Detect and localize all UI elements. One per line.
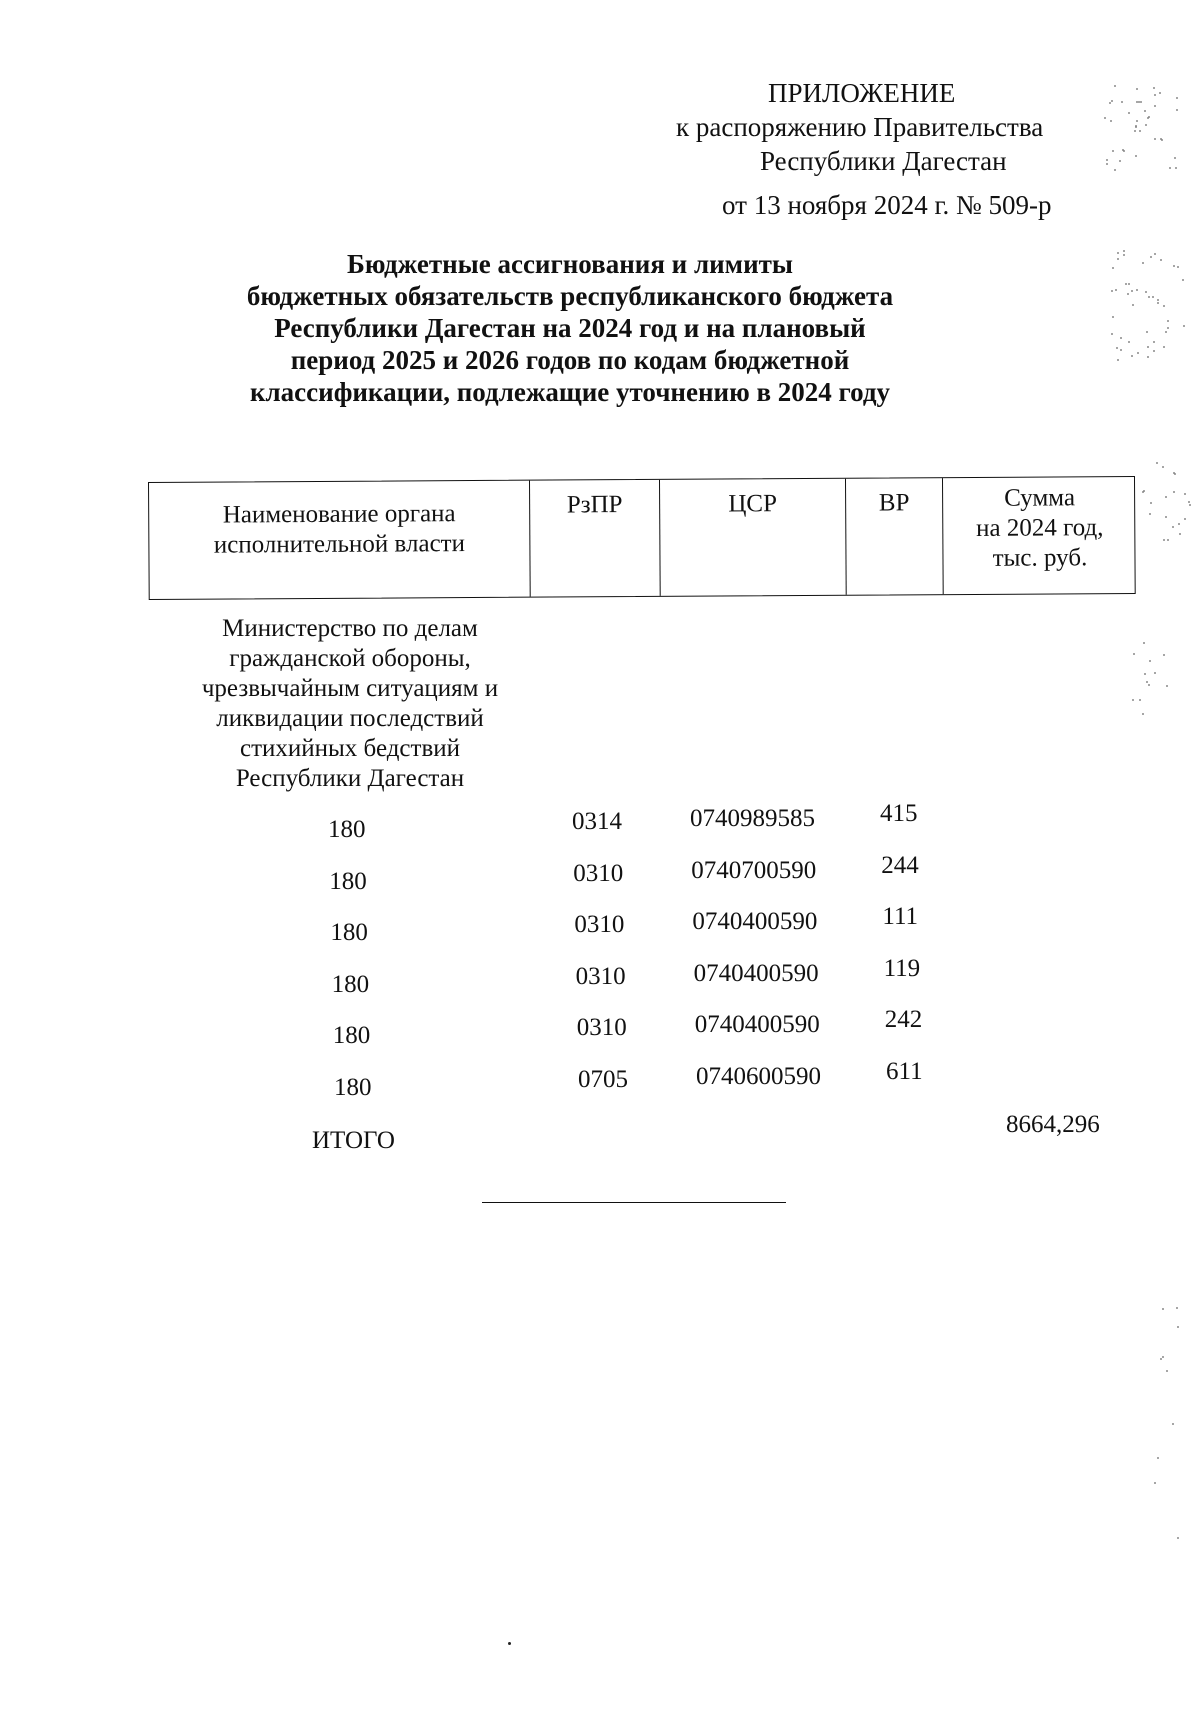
- row-csr-cell: 0740989585: [690, 805, 815, 832]
- scan-speck: [1154, 672, 1156, 674]
- scan-speck: [1165, 516, 1167, 518]
- scan-speck: [1144, 673, 1146, 675]
- scan-speck: [1115, 289, 1117, 291]
- scan-speck: [1149, 660, 1151, 662]
- scan-speck: [1178, 523, 1180, 525]
- scan-speck: [1134, 130, 1136, 132]
- scan-speck: [1160, 259, 1162, 261]
- scan-speck: [1163, 654, 1165, 656]
- scan-speck: [1128, 112, 1130, 114]
- scan-speck: [1173, 491, 1175, 493]
- header-name-line: исполнительной власти: [213, 530, 466, 559]
- scan-speck: [1150, 256, 1152, 258]
- header-rzpr-cell: [529, 480, 660, 597]
- scan-speck: [1176, 97, 1178, 99]
- scan-speck: [1148, 684, 1150, 686]
- scan-speck: [1136, 88, 1138, 90]
- scan-speck: [1184, 493, 1186, 495]
- scan-speck: [1154, 94, 1156, 96]
- scan-speck: [1149, 513, 1151, 515]
- scan-speck: [1145, 291, 1147, 293]
- scan-speck: [1162, 1308, 1164, 1310]
- scan-speck: [1154, 1482, 1156, 1484]
- scan-speck: [1156, 462, 1158, 464]
- scan-speck: [1128, 341, 1130, 343]
- scan-speck: [1152, 296, 1154, 298]
- scan-speck: [1175, 167, 1177, 169]
- organization-line: Министерство по делам: [222, 615, 478, 642]
- scan-speck: [1157, 299, 1159, 301]
- header-sum-line: Сумма: [1004, 484, 1076, 512]
- scan-speck: [1112, 267, 1114, 269]
- scan-speck: [1135, 155, 1137, 157]
- scan-speck: [1166, 685, 1168, 687]
- scan-speck: [1111, 100, 1113, 102]
- scan-speck: [1117, 258, 1119, 260]
- scan-speck: [1135, 125, 1137, 127]
- scan-speck: [1177, 1326, 1179, 1328]
- row-code-cell: 180: [332, 1022, 371, 1049]
- organization-line: Республики Дагестан: [235, 765, 465, 792]
- row-code-cell: 180: [328, 816, 366, 843]
- scan-speck: [1132, 304, 1134, 306]
- scan-speck: [1106, 159, 1108, 161]
- scan-speck: [1157, 302, 1159, 304]
- scan-speck: [1120, 337, 1122, 339]
- scan-speck: [1163, 539, 1165, 541]
- scan-speck: [1121, 101, 1123, 103]
- scan-speck: [1119, 160, 1121, 162]
- scan-speck: [1104, 117, 1106, 119]
- scan-speck: [1154, 138, 1156, 140]
- scan-speck: [1177, 266, 1179, 268]
- scan-speck: [1128, 283, 1130, 285]
- scan-speck: [1184, 518, 1186, 520]
- row-vr-cell: 415: [880, 800, 918, 827]
- row-rzpr-cell: 0705: [578, 1065, 628, 1093]
- scan-speck: [1127, 293, 1129, 295]
- scan-speck: [1159, 92, 1161, 94]
- scan-speck: [1122, 149, 1124, 151]
- scan-speck: [1150, 502, 1152, 504]
- scan-speck: [1111, 333, 1113, 335]
- header-sum-line: на 2024 год,: [976, 514, 1104, 542]
- row-csr-cell: 0740400590: [692, 908, 818, 935]
- row-rzpr-cell: 0310: [574, 911, 625, 938]
- scan-speck: [1172, 526, 1174, 528]
- scan-speck: [1123, 254, 1125, 256]
- scan-speck: [1148, 296, 1150, 298]
- header-sum-line: тыс. руб.: [992, 544, 1088, 572]
- scan-speck: [1166, 1370, 1168, 1372]
- scan-speck: [1136, 289, 1138, 291]
- row-rzpr-cell: 0314: [572, 808, 622, 835]
- scan-speck: [1112, 150, 1114, 152]
- scan-speck: [1183, 325, 1185, 327]
- organization-name: [170, 614, 530, 794]
- scan-speck: [1140, 101, 1142, 103]
- scan-speck: [1188, 501, 1190, 503]
- row-rzpr-cell: 0310: [573, 859, 624, 887]
- scan-speck: [1167, 327, 1169, 329]
- appendix-line-2: Республики Дагестан: [760, 146, 1007, 176]
- row-code-cell: 180: [334, 1073, 372, 1101]
- scan-speck: [1142, 262, 1144, 264]
- row-code-cell: 180: [329, 867, 367, 895]
- scan-speck: [1163, 305, 1165, 307]
- scan-speck: [1116, 347, 1118, 349]
- scan-speck: [1143, 642, 1145, 644]
- scan-speck: [1114, 169, 1116, 171]
- title-line: классификации, подлежащие уточнению в 2024 году: [249, 377, 891, 407]
- scan-speck: [1165, 331, 1167, 333]
- organization-line: стихийных бедствий: [239, 735, 461, 762]
- scan-speck: [1169, 167, 1171, 169]
- row-vr-cell: 242: [884, 1006, 923, 1033]
- scan-speck: [1179, 533, 1181, 535]
- scan-speck: [1120, 349, 1122, 351]
- scan-speck: [1160, 138, 1162, 140]
- scan-speck: [1144, 110, 1146, 112]
- scan-speck: [1182, 279, 1184, 281]
- scan-speck: [1176, 1307, 1178, 1309]
- title-line: Республики Дагестан на 2024 год и на плановый: [274, 313, 866, 343]
- row-code-cell: 180: [331, 970, 370, 998]
- header-name-cell: [149, 481, 530, 599]
- scan-speck: [1142, 491, 1144, 493]
- scan-speck: [1110, 120, 1112, 122]
- appendix-date: от 13 ноября 2024 г. № 509-р: [722, 190, 1052, 220]
- header-csr: ЦСР: [728, 490, 778, 518]
- scan-speck: [1137, 352, 1139, 354]
- table-header: [148, 476, 1136, 600]
- scan-speck: [1145, 124, 1147, 126]
- title-line: период 2025 и 2026 годов по кодам бюджетной: [290, 345, 850, 375]
- header-rzpr: РзПР: [566, 491, 623, 519]
- header-csr-cell: [659, 479, 846, 596]
- scan-speck: [1131, 355, 1133, 357]
- header-vr-cell: [845, 478, 943, 595]
- scan-speck: [1117, 359, 1119, 361]
- scan-speck: [1153, 341, 1155, 343]
- header-vr: ВР: [878, 489, 910, 517]
- row-vr-cell: 244: [881, 851, 919, 879]
- scan-speck: [1139, 130, 1141, 132]
- scan-speck: [1176, 109, 1178, 111]
- scan-speck: [1153, 87, 1155, 89]
- scan-speck: [1165, 496, 1167, 498]
- scan-speck: [1146, 681, 1148, 683]
- appendix-title: ПРИЛОЖЕНИЕ: [768, 78, 956, 108]
- row-rzpr-cell: 0310: [575, 962, 626, 990]
- scan-speck: [1117, 252, 1119, 254]
- scan-speck: [1154, 253, 1156, 255]
- organization-line: чрезвычайным ситуациям и: [201, 675, 499, 702]
- scan-speck: [1112, 316, 1114, 318]
- end-rule: [482, 1202, 786, 1203]
- scan-speck: [1177, 1537, 1179, 1539]
- scan-speck: [1133, 653, 1135, 655]
- scan-speck: [1131, 290, 1133, 292]
- row-vr-cell: 119: [883, 954, 921, 982]
- scan-speck: [1172, 1423, 1174, 1425]
- scan-speck: [1147, 346, 1149, 348]
- scan-speck: [1174, 473, 1176, 475]
- scan-speck: [1136, 120, 1138, 122]
- row-csr-cell: 0740400590: [693, 959, 819, 987]
- scan-speck: [1146, 331, 1148, 333]
- scan-speck: [1167, 320, 1169, 322]
- row-csr-cell: 0740400590: [694, 1011, 820, 1038]
- scan-speck: [1111, 290, 1113, 292]
- row-vr-cell: 611: [886, 1057, 923, 1085]
- scan-speck: [1125, 283, 1127, 285]
- row-code-cell: 180: [330, 919, 368, 946]
- row-csr-cell: 0740700590: [691, 856, 817, 884]
- scan-speck: [1147, 356, 1149, 358]
- scan-speck: [1139, 699, 1141, 701]
- total-label: ИТОГО: [312, 1127, 395, 1154]
- scan-speck: [1160, 1358, 1162, 1360]
- scan-speck: [1109, 102, 1111, 104]
- organization-line: гражданской обороны,: [229, 645, 471, 672]
- scan-mark: [508, 1642, 511, 1645]
- scan-speck: [1138, 101, 1140, 103]
- document-title: [180, 248, 960, 408]
- scan-speck: [1154, 105, 1156, 107]
- scan-speck: [1173, 265, 1175, 267]
- title-line: бюджетных обязательств республиканского бюджета: [246, 281, 894, 311]
- organization-line: ликвидации последствий: [216, 705, 484, 732]
- scan-speck: [1106, 163, 1108, 165]
- scan-speck: [1162, 1356, 1164, 1358]
- header-name-line: Наименование органа: [222, 500, 456, 529]
- scan-speck: [1157, 1457, 1159, 1459]
- scan-speck: [1163, 346, 1165, 348]
- scan-speck: [1123, 250, 1125, 252]
- scan-speck: [1174, 157, 1176, 159]
- title-line: Бюджетные ассигнования и лимиты: [347, 249, 793, 279]
- row-vr-cell: 111: [882, 903, 919, 930]
- row-rzpr-cell: 0310: [576, 1014, 627, 1041]
- total-value: 8664,296: [1006, 1111, 1100, 1138]
- scan-speck: [1153, 350, 1155, 352]
- row-csr-cell: 0740600590: [696, 1062, 821, 1090]
- scan-speck: [1132, 699, 1134, 701]
- appendix-line-1: к распоряжению Правительства: [676, 112, 1044, 142]
- header-sum-cell: [942, 477, 1137, 594]
- scan-speck: [1167, 539, 1169, 541]
- scan-speck: [1148, 116, 1150, 118]
- scan-speck: [1162, 466, 1164, 468]
- scan-speck: [1189, 504, 1191, 506]
- scan-speck: [1114, 85, 1116, 87]
- scan-speck: [1142, 713, 1144, 715]
